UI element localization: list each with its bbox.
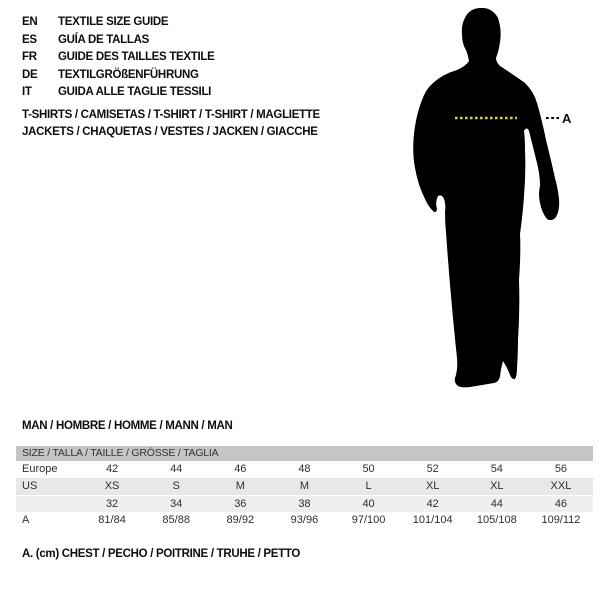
language-row-it (22, 84, 215, 102)
size-table (16, 446, 593, 529)
row-label: A (22, 514, 30, 526)
row-label (16, 496, 80, 512)
table-row-chest-a (16, 512, 593, 529)
language-label: GUÍA DE TALLAS (58, 33, 149, 46)
size-cell: 81/84 (98, 514, 126, 526)
language-label: GUIDA ALLE TAGLIE TESSILI (58, 86, 212, 98)
section-title: MAN / HOMBRE / HOMME / MANN / MAN (22, 420, 233, 432)
size-cell: 105/108 (476, 514, 517, 526)
row-label: US (22, 480, 38, 492)
size-cell: XL (490, 480, 504, 492)
category-list (22, 107, 320, 140)
size-cell: 109/112 (541, 514, 581, 526)
language-code: FR (22, 51, 37, 63)
size-cell: S (172, 480, 180, 492)
size-cell: 44 (170, 463, 183, 475)
size-cell: 97/100 (351, 514, 386, 526)
size-cell: XL (425, 480, 440, 492)
language-code: ES (22, 33, 37, 46)
size-cell: 42 (426, 498, 439, 510)
size-cell: L (365, 480, 372, 492)
language-code: DE (22, 68, 38, 81)
size-cell: XXL (550, 480, 572, 492)
size-cell: 36 (234, 498, 247, 510)
measure-label-a: A (562, 111, 572, 126)
size-cell: 44 (490, 498, 503, 510)
size-cell: 85/88 (162, 514, 190, 526)
size-cell: M (299, 480, 310, 492)
table-row-alt-size (16, 495, 593, 512)
language-row-en (22, 14, 215, 32)
language-label: TEXTILGRÖßENFÜHRUNG (58, 68, 199, 81)
language-row-es (22, 32, 215, 50)
language-row-de (22, 67, 215, 85)
size-cell: 54 (490, 463, 503, 475)
size-cell: XS (104, 480, 120, 492)
size-cell: 52 (426, 463, 439, 475)
measurement-figure (400, 0, 580, 400)
table-row-us (16, 478, 593, 495)
size-cell: 46 (554, 498, 568, 510)
size-cell: 32 (105, 498, 119, 510)
size-cell: 101/104 (412, 514, 453, 526)
language-code: EN (22, 16, 38, 28)
size-cell: M (235, 480, 245, 492)
size-cell: 48 (298, 463, 311, 475)
category-tshirts: T-SHIRTS / CAMISETAS / T-SHIRT / T-SHIRT / MAGLIETTE (22, 109, 320, 121)
size-table-header: SIZE / TALLA / TAILLE / GRÖSSE / TAGLIA (16, 446, 593, 461)
size-cell: 89/92 (226, 514, 255, 526)
size-cell: 56 (554, 463, 568, 475)
language-row-fr (22, 49, 215, 67)
language-list (22, 14, 215, 102)
size-cell: 40 (362, 498, 375, 510)
man-silhouette (413, 8, 559, 387)
size-cell: 46 (234, 463, 247, 475)
category-jackets: JACKETS / CHAQUETAS / VESTES / JACKEN / GIACCHE (22, 125, 318, 138)
size-cell: 42 (105, 463, 119, 475)
size-cell: 34 (170, 498, 183, 510)
table-row-europe (16, 461, 593, 478)
size-cell: 93/96 (290, 514, 319, 526)
size-cell: 38 (298, 498, 311, 510)
size-cell: 50 (362, 463, 375, 475)
language-label: GUIDE DES TAILLES TEXTILE (58, 51, 215, 63)
measure-footnote: A. (cm) CHEST / PECHO / POITRINE / TRUHE / PETTO (22, 548, 301, 560)
row-label: Europe (22, 463, 58, 475)
language-code: IT (22, 86, 32, 98)
man-silhouette-svg (400, 0, 580, 400)
language-label: TEXTILE SIZE GUIDE (58, 16, 169, 28)
